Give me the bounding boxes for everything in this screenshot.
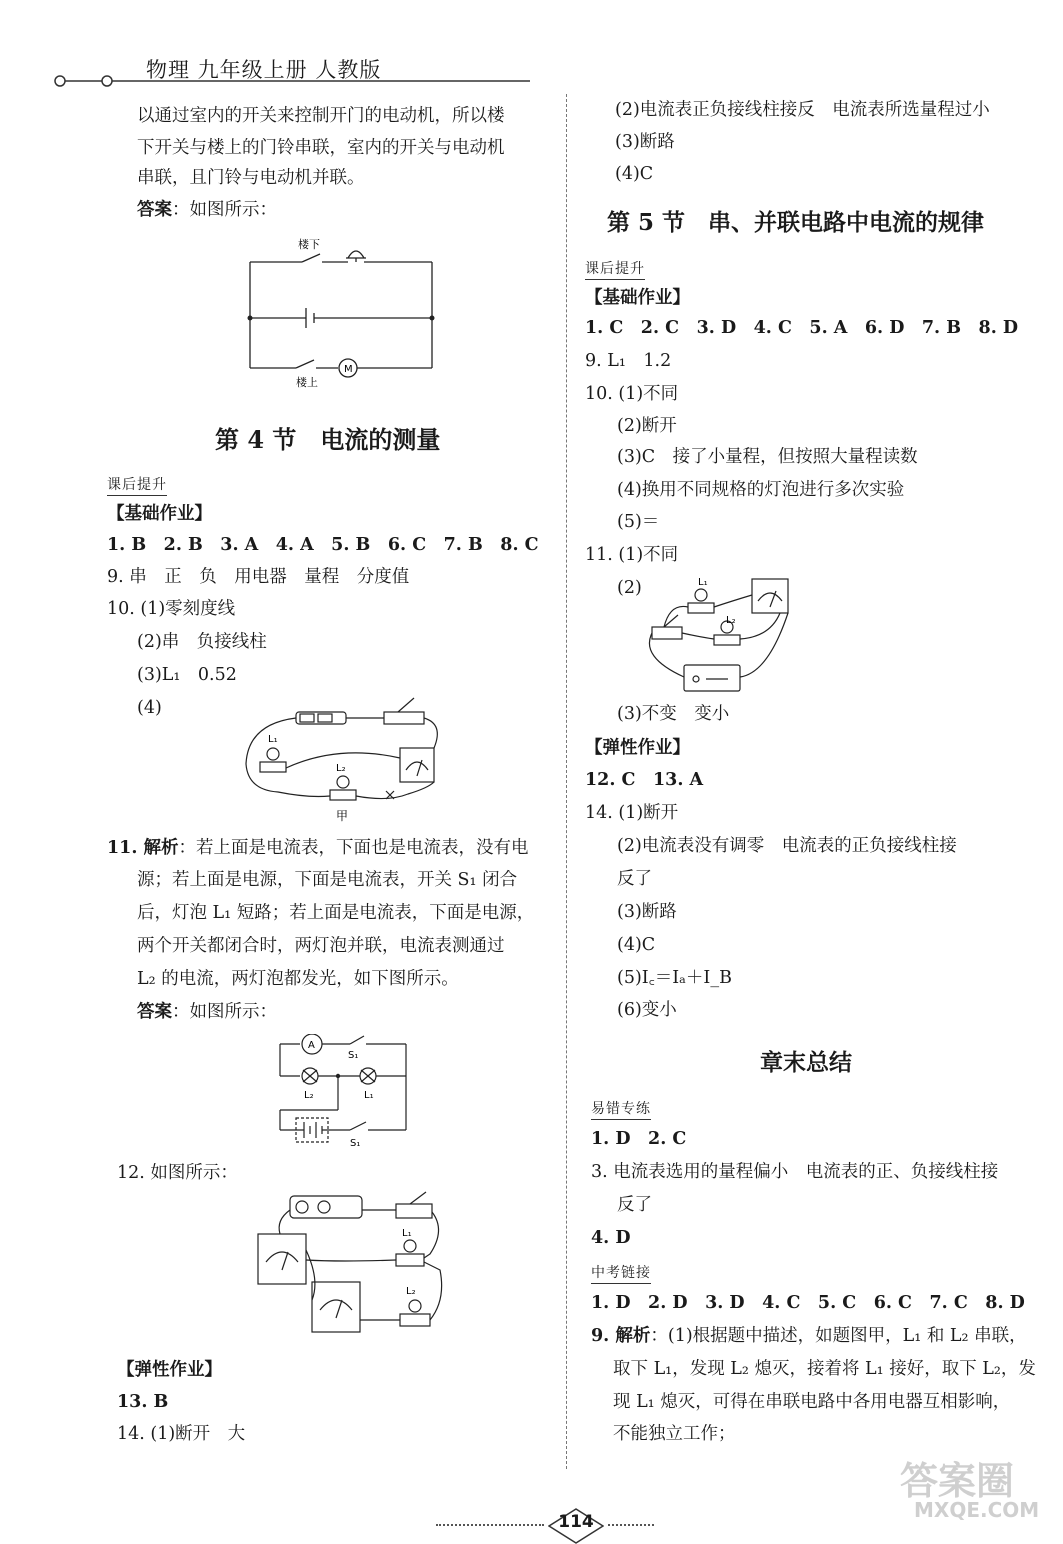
s5-q14-2a: (2)电流表没有调零 电流表的正负接线柱接 xyxy=(617,836,957,856)
answer-line-1: 答案：如图所示： xyxy=(137,200,277,220)
s5-q14-2b: 反了 xyxy=(617,869,652,889)
s5-q11-3: (3)不变 变小 xyxy=(617,704,730,724)
circuit-figure-two-lamps xyxy=(270,1034,412,1154)
after-class-label-left: 课后提升 xyxy=(107,474,167,496)
s4-q9: 9. 串 正 负 用电器 量程 分度值 xyxy=(107,567,410,587)
fig5-l2-label: L₂ xyxy=(726,615,736,626)
fig3-s1-top-label: S₁ xyxy=(348,1050,359,1061)
fig5-l1-label: L₁ xyxy=(698,577,708,588)
s5-q10-4: (4)换用不同规格的灯泡进行多次实验 xyxy=(617,480,905,500)
footer-dots-right xyxy=(608,1524,654,1526)
fig2-l1-label: L₁ xyxy=(268,734,278,745)
s4-q10-2: (2)串 负接线柱 xyxy=(137,632,267,652)
section-4-title: 第 4 节 电流的测量 xyxy=(215,425,441,454)
error-practice-label: 易错专练 xyxy=(591,1098,651,1120)
s5-q10-3: (3)C 接了小量程，但按照大量程读数 xyxy=(617,447,918,467)
fig3-ammeter-label: A xyxy=(308,1040,315,1051)
circuit-figure-physical-section5 xyxy=(640,573,798,695)
s4-q11-line-4: 两个开关都闭合时，两灯泡并联，电流表测通过 xyxy=(137,936,505,956)
z-q9-line-3: 现 L₁ 熄灭，可得在串联电路中各用电器互相影响， xyxy=(613,1392,1011,1412)
e-q1-2: 1. D 2. C xyxy=(591,1129,687,1149)
circuit-figure-physical-series xyxy=(238,694,450,822)
s4-q10-3: (3)L₁ 0.52 xyxy=(137,665,237,685)
fig3-l2-label: L₂ xyxy=(304,1090,314,1101)
s4-q14-4: (4)C xyxy=(615,164,654,184)
fig4-l2-label: L₂ xyxy=(406,1286,416,1297)
z-q9-line-2: 取下 L₁，发现 L₂ 熄灭，接着将 L₁ 接好，取下 L₂，发 xyxy=(613,1359,1036,1379)
z-q1-8: 1. D 2. D 3. D 4. C 5. C 6. C 7. C 8. D xyxy=(591,1293,1025,1313)
fig1-top-label: 楼下 xyxy=(298,238,320,251)
fig2-l2-label: L₂ xyxy=(336,763,346,774)
running-header: 物理 九年级上册 人教版 xyxy=(146,58,382,82)
s5-q11-2: (2) xyxy=(617,578,642,598)
circuit-figure-physical-parallel xyxy=(250,1190,448,1350)
chapter-summary-title: 章末总结 xyxy=(760,1049,852,1076)
after-class-label-right: 课后提升 xyxy=(585,258,645,280)
s4-q12: 12. 如图所示： xyxy=(117,1163,238,1183)
s4-q11-line-5: L₂ 的电流，两灯泡都发光，如下图所示。 xyxy=(137,969,459,989)
fig3-s1-bottom-label: S₁ xyxy=(350,1138,361,1149)
fig2-caption: 甲 xyxy=(336,809,349,822)
column-divider xyxy=(566,94,567,1469)
s5-q10-5: (5)＝ xyxy=(617,512,660,532)
page-number: 114 xyxy=(558,1512,594,1532)
s5-q11-1: 11. (1)不同 xyxy=(585,545,679,565)
s4-q10-1: 10. (1)零刻度线 xyxy=(107,599,236,619)
s4-q14-3: (3)断路 xyxy=(615,132,675,152)
z-q9-line-1: 9. 解析：(1)根据题中描述，如题图甲，L₁ 和 L₂ 串联， xyxy=(591,1326,1027,1346)
s5-q14-4: (4)C xyxy=(617,935,656,955)
fig4-l1-label: L₁ xyxy=(402,1228,412,1239)
e-q3-line-1: 3. 电流表选用的量程偏小 电流表的正、负接线柱接 xyxy=(591,1162,999,1182)
s5-q9: 9. L₁ 1.2 xyxy=(585,351,672,371)
s5-q14-3: (3)断路 xyxy=(617,902,677,922)
s5-q14-1: 14. (1)断开 xyxy=(585,803,679,823)
s4-q10-4: (4) xyxy=(137,698,162,718)
footer-dots-left xyxy=(436,1524,544,1526)
s5-q14-5: (5)I꜀＝Iₐ＋I_B xyxy=(617,968,732,988)
s4-q1-8: 1. B 2. B 3. A 4. A 5. B 6. C 7. B 8. C xyxy=(107,535,539,555)
s4-q14-1: 14. (1)断开 大 xyxy=(117,1424,246,1444)
basic-homework-heading-right: 【基础作业】 xyxy=(585,288,690,308)
s4-q11-line-3: 后，灯泡 L₁ 短路；若上面是电流表，下面是电源， xyxy=(137,903,535,923)
s5-q1-8: 1. C 2. C 3. D 4. C 5. A 6. D 7. B 8. D xyxy=(585,318,1019,338)
s4-q13: 13. B xyxy=(117,1392,169,1412)
s5-q12-13: 12. C 13. A xyxy=(585,770,704,790)
elastic-homework-heading-left: 【弹性作业】 xyxy=(117,1360,222,1380)
fig1-motor-label: M xyxy=(344,364,353,375)
section-5-title: 第 5 节 串、并联电路中电流的规律 xyxy=(607,209,985,236)
e-q3-line-2: 反了 xyxy=(617,1195,652,1215)
intro-line-1: 以通过室内的开关来控制开门的电动机，所以楼 xyxy=(137,106,505,126)
circuit-figure-doorbell xyxy=(240,234,440,392)
z-q9-line-4: 不能独立工作； xyxy=(613,1424,736,1444)
zhongkao-link-label: 中考链接 xyxy=(591,1262,651,1284)
intro-line-3: 串联，且门铃与电动机并联。 xyxy=(137,168,365,188)
elastic-homework-heading-right: 【弹性作业】 xyxy=(585,738,690,758)
watermark-logo: 答案圈 MXQE.COM xyxy=(900,1459,1040,1522)
e-q4: 4. D xyxy=(591,1228,631,1248)
s4-q11-line-2: 源；若上面是电源，下面是电流表，开关 S₁ 闭合 xyxy=(137,870,518,890)
fig3-l1-label: L₁ xyxy=(364,1090,374,1101)
answer-line-2: 答案：如图所示： xyxy=(137,1002,277,1022)
s5-q10-1: 10. (1)不同 xyxy=(585,384,679,404)
intro-line-2: 下开关与楼上的门铃串联，室内的开关与电动机 xyxy=(137,138,505,158)
s4-q11-line-1: 11. 解析：若上面是电流表，下面也是电流表，没有电 xyxy=(107,838,529,858)
header-rule-ornament xyxy=(50,70,530,92)
s5-q14-6: (6)变小 xyxy=(617,1000,677,1020)
s4-q14-2: (2)电流表正负接线柱接反 电流表所选量程过小 xyxy=(615,100,990,120)
basic-homework-heading-left: 【基础作业】 xyxy=(107,504,212,524)
fig1-bottom-label: 楼上 xyxy=(296,376,318,389)
s5-q10-2: (2)断开 xyxy=(617,416,677,436)
